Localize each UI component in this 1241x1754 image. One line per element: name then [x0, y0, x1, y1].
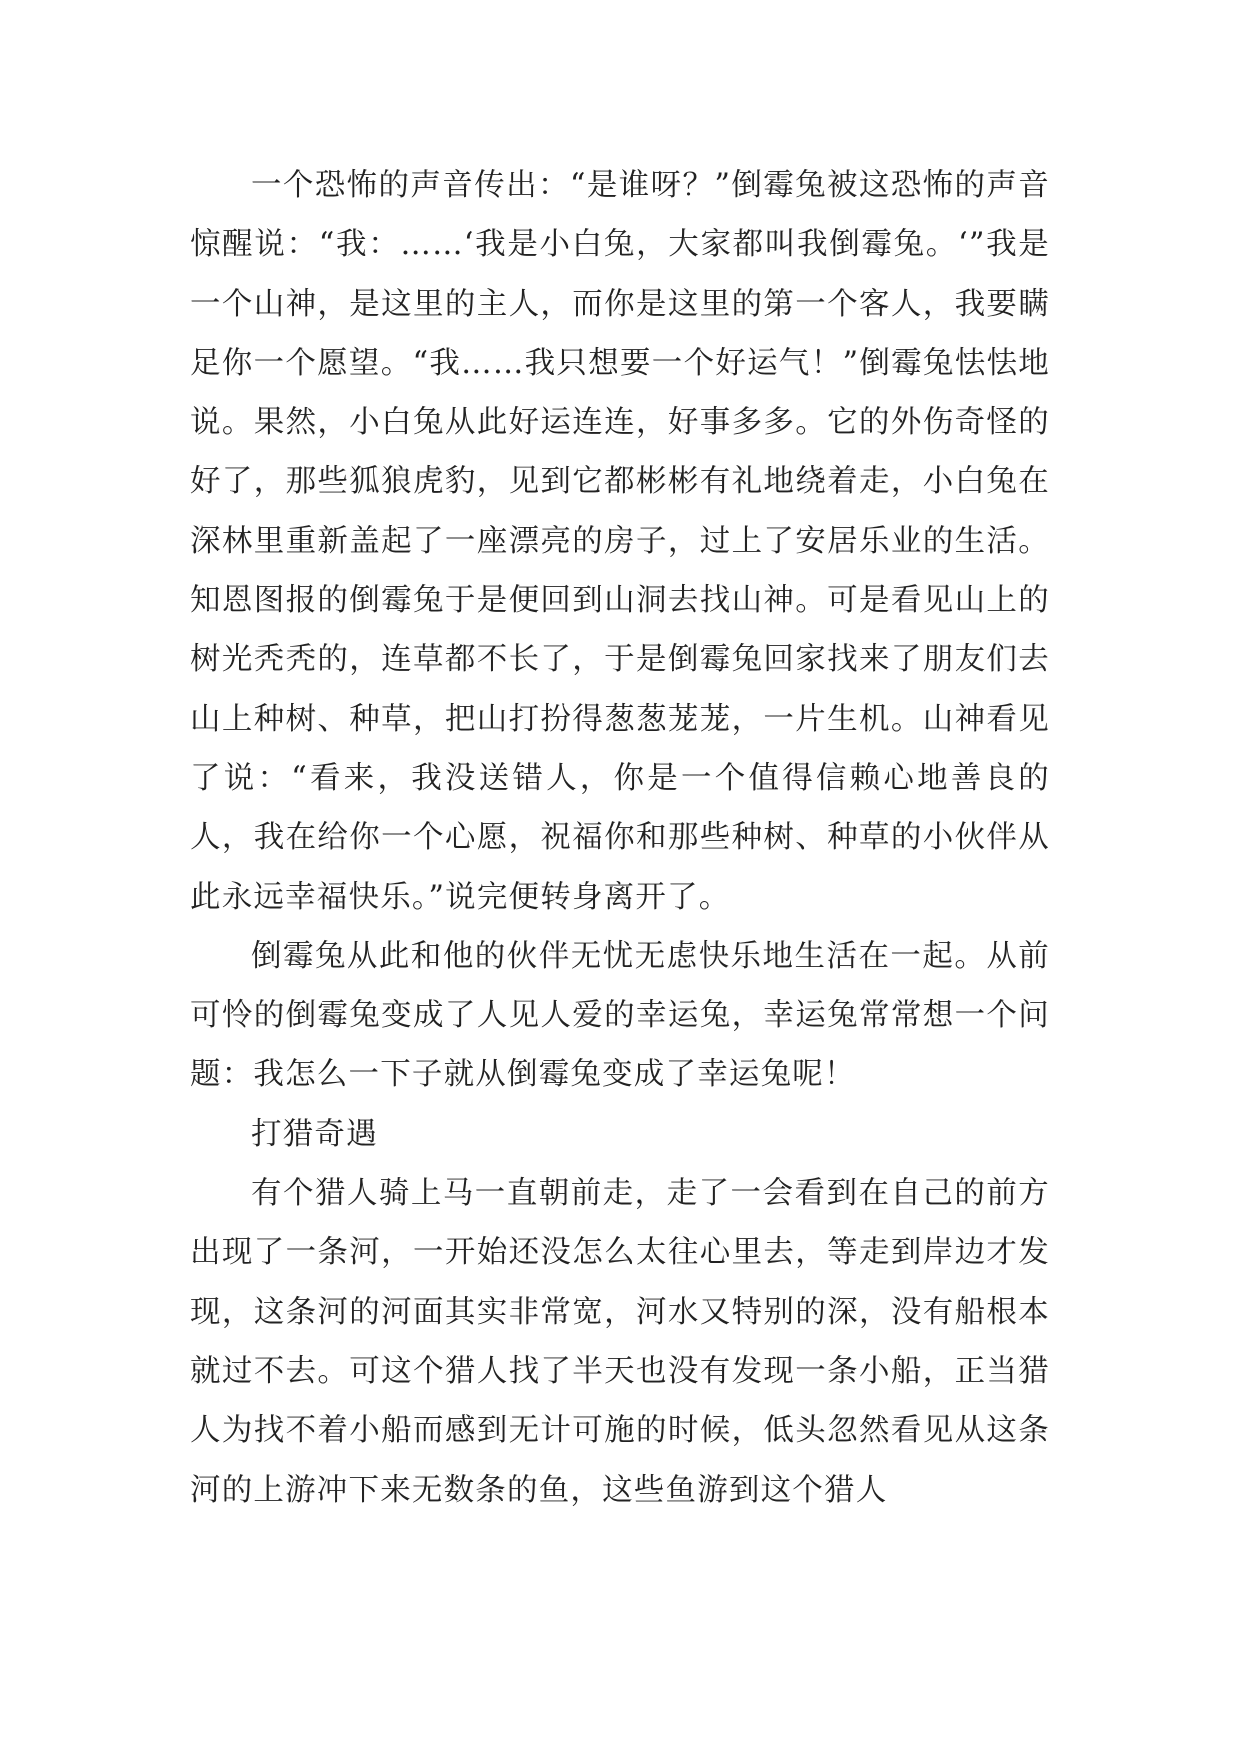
section-title: 打猎奇遇 [251, 1116, 378, 1152]
story-paragraph-2: 倒霉兔从此和他的伙伴无忧无虑快乐地生活在一起。从前可怜的倒霉兔变成了人见人爱的幸运兔，幸运兔常常想一个问题：我怎么一下子就从倒霉兔变成了幸运兔呢！ [190, 938, 1050, 1093]
document-body [190, 156, 1050, 1520]
section-paragraph: 有个猎人骑上马一直朝前走，走了一会看到在自己的前方出现了一条河，一开始还没怎么太往心里去，等走到岸边才发现，这条河的河面其实非常宽，河水又特别的深，没有船根本就过不去。可这个猎人找了半天也没有发现一条小船，正当猎人为找不着小船而感到无计可施的时候，低头忽然看见从这条河的上游冲下来无数条的鱼，这些鱼游到这个猎人 [190, 1176, 1050, 1508]
story-paragraph-1: 一个恐怖的声音传出：“是谁呀？”倒霉兔被这恐怖的声音惊醒说：“我：……‘我是小白兔，大家都叫我倒霉兔。‘”我是一个山神，是这里的主人，而你是这里的第一个客人，我要瞒足你一个愿望。“我……我只想要一个好运气！”倒霉兔怯怯地说。果然，小白兔从此好运连连，好事多多。它的外伤奇怪的好了，那些狐狼虎豹，见到它都彬彬有礼地绕着走，小白兔在深林里重新盖起了一座漂亮的房子，过上了安居乐业的生活。知恩图报的倒霉兔于是便回到山洞去找山神。可是看见山上的树光秃秃的，连草都不长了，于是倒霉兔回家找来了朋友们去山上种树、种草，把山打扮得葱葱茏茏，一片生机。山神看见了说：“看来，我没送错人，你是一个值得信赖心地善良的人，我在给你一个心愿，祝福你和那些种树、种草的小伙伴从此永远幸福快乐。”说完便转身离开了。 [190, 168, 1050, 915]
